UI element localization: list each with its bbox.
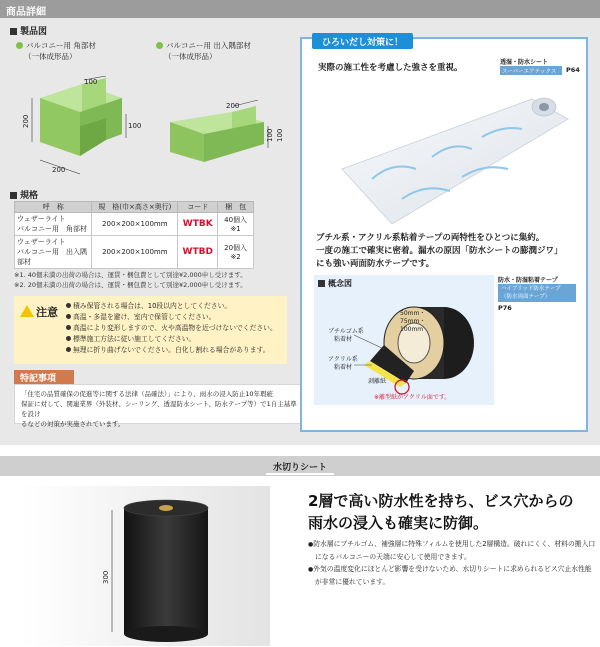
- svg-text:75mm・: 75mm・: [400, 318, 426, 325]
- mizukiri-roll-illustration: [20, 486, 270, 646]
- dim-label: 100: [128, 122, 142, 130]
- dim-label: 100: [276, 128, 284, 142]
- caution-list: [66, 301, 277, 356]
- membrane-illustration: [332, 79, 572, 229]
- right-headline: 実際の施工性を考慮した強さを重視。: [318, 63, 463, 73]
- products-fig-title: 製品図: [10, 24, 47, 37]
- inner-outer-corner-illustration: [160, 100, 290, 176]
- product1-type: 透湿・防水シート: [500, 59, 549, 66]
- spec-title: 規格: [10, 188, 38, 201]
- list-item: ● 防水層にブチルゴム、補強層に特殊フィルムを使用した2層構造。破れにくく、材料の搬入口になるバルコニーの天端に安心して使用できます。: [308, 538, 596, 563]
- product1-name: スーパーエアテックス: [500, 66, 562, 75]
- concept-title: 概念図: [318, 278, 352, 289]
- green-dot-icon: [156, 42, 163, 49]
- dim-label: 100: [84, 78, 98, 86]
- tape-roll-diagram: [314, 275, 494, 405]
- section-header: [0, 0, 600, 18]
- svg-text:100mm: 100mm: [400, 326, 424, 333]
- corner-part-illustration: [22, 76, 142, 176]
- right-panel: [300, 37, 588, 432]
- list-item: 積み保管される場合は、10段以内としてください。: [66, 301, 277, 312]
- table-header-row: 呼 称 規 格(巾×高さ×奥行) コード 梱 包: [15, 202, 254, 213]
- bottom-headline: 2層で高い防水性を持ち、ビス穴からの 雨水の浸入も確実に防御。: [308, 492, 574, 532]
- list-item: 無理に折り曲げないでください。白化し割れる場合があります。: [66, 345, 277, 356]
- spec-note: ※2. 20個未満の出荷の場合は、運賃・梱包費として別途¥2,000申し受けます。: [14, 281, 247, 289]
- green-dot-icon: [16, 42, 23, 49]
- tokki-label: 特記事項: [14, 370, 74, 384]
- warning-icon: [20, 305, 34, 317]
- mizukiri-band: [0, 456, 600, 476]
- svg-text:アクリル系: アクリル系: [328, 356, 358, 363]
- svg-text:50mm・: 50mm・: [400, 310, 426, 317]
- product2-name: ハイブリッド防水テープ （防水両面テープ）: [498, 284, 576, 302]
- roll-dim-label: 300: [102, 570, 110, 584]
- item1-label: バルコニー用 角部材 （一体成形品）: [16, 40, 96, 62]
- svg-text:粘着材: 粘着材: [334, 364, 353, 371]
- dim-label: 100: [266, 128, 274, 142]
- dim-label: 200: [52, 166, 66, 174]
- dim-label: 200: [226, 102, 240, 110]
- concept-diagram: [314, 275, 494, 405]
- product2-type: 防水・防湿粘着テープ: [498, 277, 558, 284]
- product2-page: P76: [498, 304, 512, 312]
- svg-text:剥離紙: 剥離紙: [368, 378, 387, 385]
- right-main-text: ブチル系・アクリル系粘着テープの両特性をひとつに集約。 一度の施工で確実に密着。漏水の原因「防水シートの膨潤ジワ」 にも強い両面防水テープです。: [316, 233, 563, 269]
- item2-label: バルコニー用 出入隅部材 （一体成形品）: [156, 40, 251, 62]
- right-panel-tab: ひろいだし対策に！: [312, 33, 413, 49]
- tokki-box: 「住宅の品質確保の促進等に関する法律（品確法）」により、雨水の浸入防止10年瑕疵 保証に対して、関連業界（外装材、シーリング、透湿防水シート、防水テープ等）で1自主基準を設け るなどの対策が実施されています。: [14, 384, 304, 424]
- caution-box: [14, 296, 287, 364]
- section-title: 商品詳細: [6, 7, 46, 18]
- square-bullet-icon: [10, 192, 17, 199]
- svg-text:ブチルゴム系: ブチルゴム系: [328, 328, 364, 335]
- list-item: 高温により変形しますので、火や高温物を近づけないでください。: [66, 323, 277, 334]
- table-row: ウェザーライト バルコニー用 出入隅部材 200×200×100mm WTBD 20個入 ※2: [15, 236, 254, 269]
- dim-label: 200: [22, 114, 30, 128]
- band-title: 水切りシート: [0, 460, 600, 473]
- svg-text:※離型紙がアクリル面です。: ※離型紙がアクリル面です。: [374, 394, 451, 401]
- caution-label: 注意: [36, 306, 58, 319]
- product1-page: P64: [566, 66, 580, 74]
- spec-table: [14, 201, 254, 269]
- list-item: ● 外気の温度変化にほとんど影響を受けないため、水切りシートに求められるビス穴止水性能が非常に優れています。: [308, 563, 596, 588]
- svg-text:粘着材: 粘着材: [334, 336, 353, 343]
- spec-note: ※1. 40個未満の出荷の場合は、運賃・梱包費として別途¥2,000申し受けます。: [14, 271, 247, 279]
- list-item: 標準施工方法に従い施工してください。: [66, 334, 277, 345]
- table-row: ウェザーライト バルコニー用 角部材 200×200×100mm WTBK 40個入 ※1: [15, 213, 254, 236]
- list-item: 高温・多湿を避け、室内で保管してください。: [66, 312, 277, 323]
- square-bullet-icon: [10, 28, 17, 35]
- bottom-feature-list: [308, 538, 596, 588]
